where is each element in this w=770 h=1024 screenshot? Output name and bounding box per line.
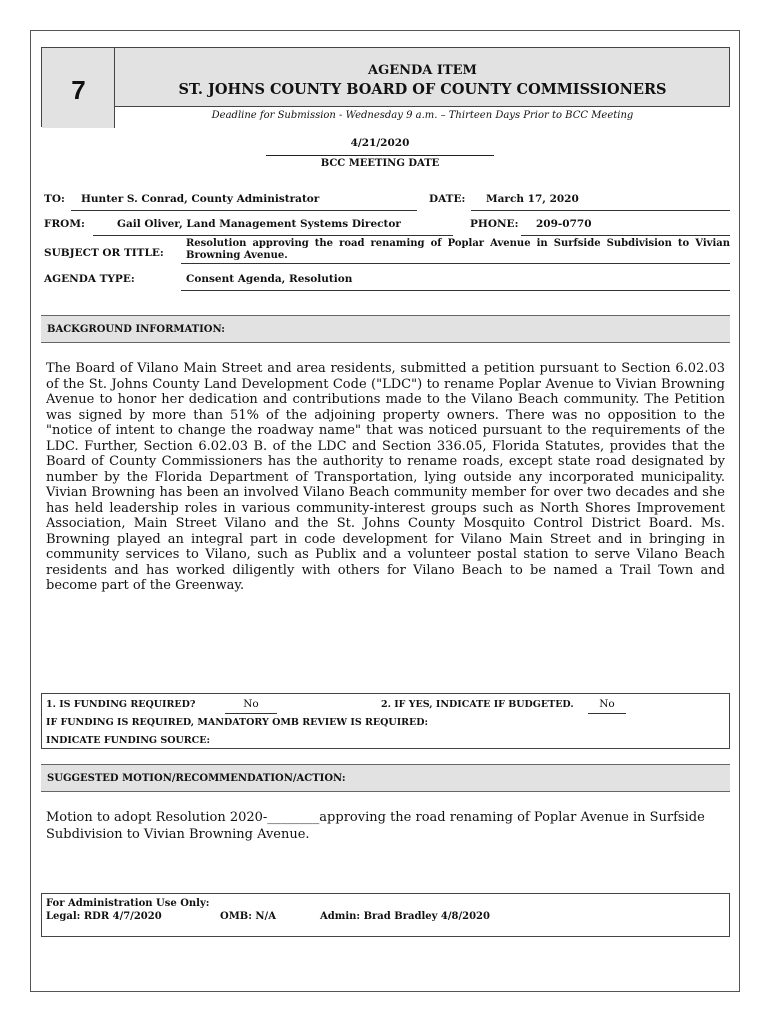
subject-value: Resolution approving the road renaming of Poplar Avenue in Surfside Subdivision to Vivian Browning Avenue.	[186, 238, 730, 261]
background-heading-bar	[41, 315, 730, 343]
meeting-date-rule	[266, 155, 494, 156]
header-title: AGENDA ITEM	[368, 63, 477, 78]
from-rule	[93, 235, 453, 236]
background-heading: BACKGROUND INFORMATION:	[47, 324, 225, 335]
header-divider	[115, 106, 730, 107]
header-board-name: ST. JOHNS COUNTY BOARD OF COUNTY COMMISSIONERS	[178, 81, 667, 98]
date-label: DATE:	[429, 193, 466, 205]
date-value: March 17, 2020	[486, 193, 579, 205]
funding-source-label: INDICATE FUNDING SOURCE:	[46, 735, 210, 746]
agenda-header	[41, 47, 730, 127]
subject-rule	[181, 263, 730, 264]
item-number: 7	[71, 75, 86, 105]
admin-approval: Admin: Brad Bradley 4/8/2020	[320, 911, 490, 922]
from-label: FROM:	[44, 218, 85, 230]
motion-heading: SUGGESTED MOTION/RECOMMENDATION/ACTION:	[47, 773, 346, 784]
motion-heading-bar	[41, 764, 730, 792]
budgeted-value: No	[599, 698, 615, 710]
budgeted-label: 2. IF YES, INDICATE IF BUDGETED.	[381, 699, 574, 710]
meeting-date: 4/21/2020	[350, 137, 410, 149]
phone-label: PHONE:	[470, 218, 519, 230]
admin-box	[41, 893, 730, 937]
subject-label: SUBJECT OR TITLE:	[44, 247, 164, 259]
meeting-date-label: BCC MEETING DATE	[320, 158, 440, 169]
funding-required-rule	[225, 713, 277, 714]
admin-heading: For Administration Use Only:	[46, 898, 210, 909]
omb-approval: OMB: N/A	[220, 911, 276, 922]
agenda-type-value: Consent Agenda, Resolution	[186, 273, 353, 285]
agenda-type-rule	[181, 290, 730, 291]
legal-approval: Legal: RDR 4/7/2020	[46, 911, 162, 922]
funding-required-value: No	[243, 698, 259, 710]
budgeted-rule	[588, 713, 626, 714]
agenda-type-label: AGENDA TYPE:	[44, 273, 135, 285]
omb-review-label: IF FUNDING IS REQUIRED, MANDATORY OMB REVIEW IS REQUIRED:	[46, 717, 429, 728]
background-text: The Board of Vilano Main Street and area residents, submitted a petition pursuant to Section 6.02.03 of the St. Johns County Land Development Code ("LDC") to rename Poplar Avenue to Vivian Browning Avenue to honor her dedication and contributions made to the Vilano Beach community. The Petition was signed by more than 51% of the adjoining property owners. There was no opposition to the "notice of intent to change the roadway name" that was noticed pursuant to the requirements of the LDC. Further, Section 6.02.03 B. of the LDC and Section 336.05, Florida Statutes, provides that the Board of County Commissioners has the authority to rename roads, except state road designated by number by the Florida Department of Transportation, lying outside any incorporated municipality. Vivian Browning has been an involved Vilano Beach community member for over two decades and she has held leadership roles in various community-interest groups such as North Shores Improvement Association, Main Street Vilano and the St. Johns County Mosquito Control District Board. Ms. Browning played an integral part in code development for Vilano Main Street and in bringing in community services to Vilano, such as Publix and a volunteer postal station to serve Vilano Beach residents and has worked diligently with others for Vilano Beach to be named a Trail Town and become part of the Greenway.	[46, 361, 725, 593]
funding-box	[41, 693, 730, 749]
motion-text: Motion to adopt Resolution 2020-________approving the road renaming of Poplar Avenue in Surfside Subdivision to Vivian Browning Avenue.	[46, 810, 705, 842]
phone-rule	[521, 235, 730, 236]
funding-required-label: 1. IS FUNDING REQUIRED?	[46, 699, 196, 710]
phone-value: 209-0770	[536, 218, 592, 230]
to-rule	[71, 210, 417, 211]
to-value: Hunter S. Conrad, County Administrator	[81, 193, 320, 205]
item-number-cell	[42, 48, 115, 128]
deadline-text: Deadline for Submission - Wednesday 9 a.m. – Thirteen Days Prior to BCC Meeting	[211, 110, 634, 121]
from-value: Gail Oliver, Land Management Systems Director	[117, 218, 401, 230]
date-rule	[471, 210, 730, 211]
agenda-item-page	[30, 30, 740, 992]
to-label: TO:	[44, 193, 65, 205]
